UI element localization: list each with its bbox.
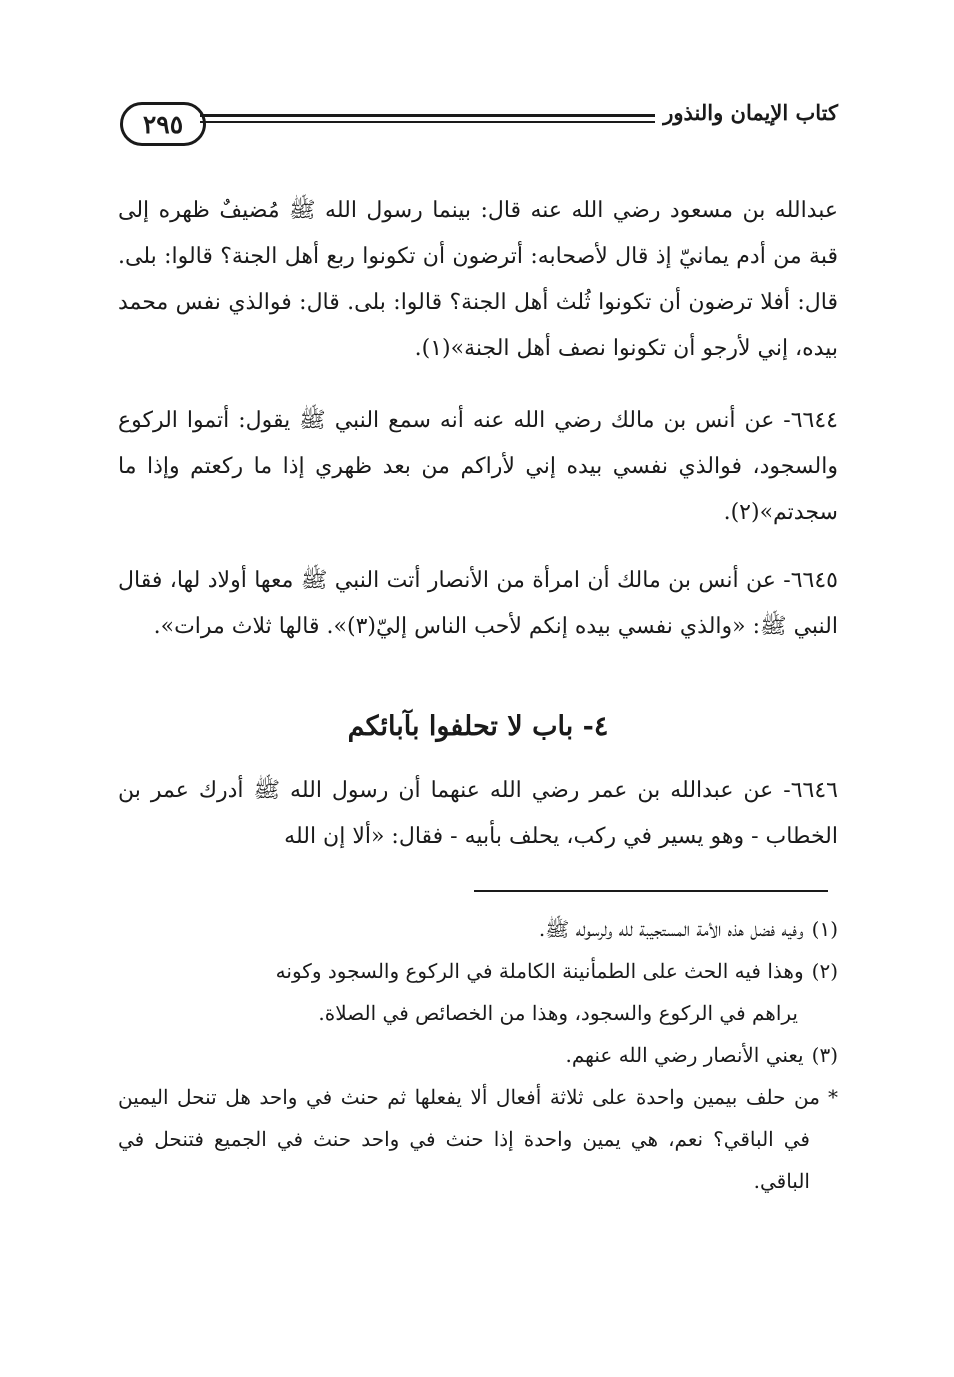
footnote-1 bbox=[118, 908, 838, 950]
hadith-6646 bbox=[118, 768, 838, 860]
editor-note bbox=[118, 1076, 838, 1202]
note-text: من حلف بيمين واحدة على ثلاثة أفعال ألا يفعلها ثم حنث في واحد هل تنحل اليمين في الباقي؟ نعم، هي يمين واحدة إذا حنث في واحد حنث في الجميع فتنحل في الباقي. bbox=[118, 1085, 820, 1193]
page-header bbox=[108, 96, 838, 156]
footnote-2-continuation bbox=[118, 992, 838, 1034]
paragraph-text: ٦٦٤٦- عن عبدالله بن عمر رضي الله عنهما أن رسول الله ﷺ أدرك عمر بن الخطاب - وهو يسير في ركب، يحلف بأبيه - فقال: «ألا إن الله bbox=[118, 778, 838, 849]
footnotes bbox=[118, 908, 838, 1202]
paragraph-text: ٦٦٤٥- عن أنس بن مالك أن امرأة من الأنصار أتت النبي ﷺ معها أولاد لها، فقال النبي ﷺ: «والذي نفسي بيده إنكم لأحب الناس إليّ(٣)». قالها ثلاث مرات». bbox=[118, 568, 838, 639]
asterisk-marker: * bbox=[828, 1085, 838, 1109]
chapter-heading: ٤- باب لا تحلفوا بآبائكم bbox=[347, 711, 609, 742]
paragraph-text: عبدالله بن مسعود رضي الله عنه قال: بينما رسول الله ﷺ مُضيفٌ ظهره إلى قبة من أدم يمانيّ إذ قال لأصحابه: أترضون أن تكونوا ربع أهل الجنة؟ قالوا: بلى. قال: أفلا ترضون أن تكونوا ثُلث أهل الجنة؟ قالوا: بلى. قال: فوالذي نفس محمد بيده، إني لأرجو أن تكونوا نصف أهل الجنة»(١). bbox=[118, 198, 838, 361]
paragraph-continuation bbox=[118, 188, 838, 372]
header-rule bbox=[200, 114, 655, 123]
footnote-marker: (٣) bbox=[811, 1043, 838, 1067]
footnote-text: وفيه فضل هذه الأمة المستجيبة لله ولرسوله ﷺ. bbox=[538, 917, 804, 941]
book-title: كتاب الإيمان والنذور bbox=[663, 100, 838, 125]
footnote-2 bbox=[118, 950, 838, 992]
footnote-marker: (٢) bbox=[811, 959, 838, 983]
hadith-6645 bbox=[118, 558, 838, 650]
footnote-3 bbox=[118, 1034, 838, 1076]
footnote-marker: (١) bbox=[811, 917, 838, 941]
footnote-text: يراهم في الركوع والسجود، وهذا من الخصائص في الصلاة. bbox=[318, 1001, 798, 1025]
footnote-separator bbox=[474, 890, 828, 892]
paragraph-text: ٦٦٤٤- عن أنس بن مالك رضي الله عنه أنه سمع النبي ﷺ يقول: أتموا الركوع والسجود، فوالذي نفسي بيده إني لأراكم من بعد ظهري إذا ما ركعتم وإذا ما سجدتم»(٢). bbox=[118, 408, 838, 525]
footnote-text: يعني الأنصار رضي الله عنهم. bbox=[565, 1043, 804, 1067]
hadith-6644 bbox=[118, 398, 838, 536]
page-number: ٢٩٥ bbox=[120, 102, 206, 146]
footnote-text: وهذا فيه الحث على الطمأنينة الكاملة في الركوع والسجود وكونه bbox=[275, 959, 804, 983]
